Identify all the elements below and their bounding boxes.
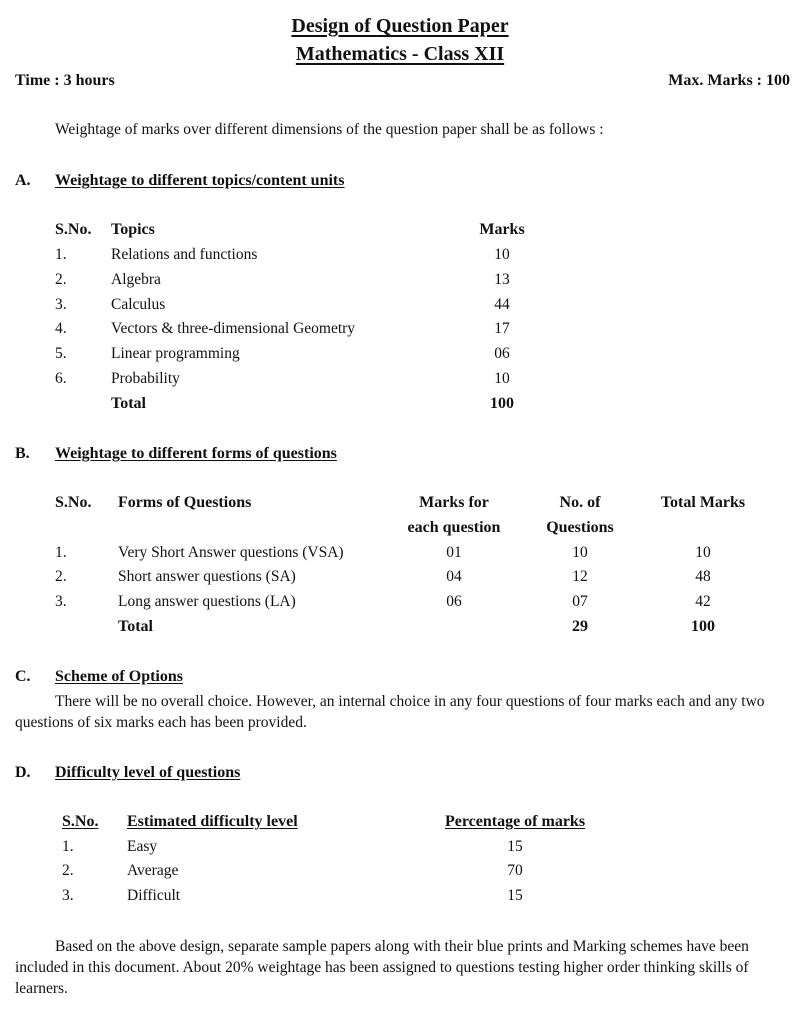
table-b-header-num-1: No. of bbox=[559, 494, 601, 511]
table-b-total-label: Total bbox=[118, 618, 153, 635]
section-b-heading: Weightage to different forms of questions bbox=[55, 445, 337, 462]
table-b-header-marks-each-1: Marks for bbox=[419, 494, 489, 511]
table-a-total-marks: 100 bbox=[490, 395, 514, 412]
table-b-row-form: Very Short Answer questions (VSA) bbox=[118, 544, 344, 561]
table-a-row-topic: Algebra bbox=[111, 271, 161, 288]
table-b-row-sno: 3. bbox=[55, 593, 67, 610]
table-b-total-count: 29 bbox=[572, 618, 588, 635]
table-a-row-marks: 17 bbox=[494, 320, 510, 337]
table-b-header-marks-each-2: each question bbox=[407, 519, 501, 536]
page-title: Design of Question Paper bbox=[291, 15, 509, 37]
table-b-row-total: 42 bbox=[695, 593, 711, 610]
section-d-letter: D. bbox=[15, 764, 31, 781]
section-c-heading: Scheme of Options bbox=[55, 668, 183, 685]
section-c-text-line2: questions of six marks each has been provided. bbox=[15, 714, 307, 731]
table-a-row-sno: 6. bbox=[55, 370, 67, 387]
section-a-letter: A. bbox=[15, 172, 31, 189]
table-a-header-marks: Marks bbox=[479, 221, 525, 238]
section-c-text-line1: There will be no overall choice. However, an internal choice in any four questions of four marks each and any two bbox=[55, 693, 765, 710]
table-a-row-sno: 5. bbox=[55, 345, 67, 362]
table-a-row-topic: Linear programming bbox=[111, 345, 240, 362]
footer-text-line1: Based on the above design, separate sample papers along with their blue prints and Marking schemes have been bbox=[55, 938, 749, 955]
table-a-row-topic: Probability bbox=[111, 370, 180, 387]
page-subtitle: Mathematics - Class XII bbox=[295, 43, 505, 65]
table-a-row-sno: 1. bbox=[55, 246, 67, 263]
table-d-row-level: Difficult bbox=[127, 887, 181, 904]
table-b-row-count: 10 bbox=[572, 544, 588, 561]
table-d-row-pct: 70 bbox=[507, 862, 523, 879]
footer-text-line3: learners. bbox=[15, 980, 68, 997]
section-a-heading: Weightage to different topics/content units bbox=[55, 172, 345, 189]
table-b-row-sno: 2. bbox=[55, 568, 67, 585]
max-marks-label: Max. Marks : 100 bbox=[668, 72, 790, 89]
table-b-row-count: 07 bbox=[572, 593, 588, 610]
table-a-row-topic: Relations and functions bbox=[111, 246, 258, 263]
table-d-row-sno: 1. bbox=[62, 838, 74, 855]
table-a-row-marks: 13 bbox=[494, 271, 510, 288]
table-a-header-topics: Topics bbox=[111, 221, 155, 238]
table-b-row-form: Short answer questions (SA) bbox=[118, 568, 296, 585]
table-d-header-pct: Percentage of marks bbox=[444, 813, 586, 830]
table-a-row-sno: 4. bbox=[55, 320, 67, 337]
time-label: Time : 3 hours bbox=[15, 72, 115, 89]
table-b-header-total: Total Marks bbox=[660, 494, 746, 511]
table-d-header-level: Estimated difficulty level bbox=[127, 813, 298, 830]
table-b-header-sno: S.No. bbox=[55, 494, 92, 511]
intro-text: Weightage of marks over different dimensions of the question paper shall be as follows : bbox=[55, 121, 604, 138]
table-b-row-total: 48 bbox=[695, 568, 711, 585]
table-d-header-sno: S.No. bbox=[62, 813, 99, 830]
table-b-row-sno: 1. bbox=[55, 544, 67, 561]
footer-text-line2: included in this document. About 20% weightage has been assigned to questions testing higher order thinking skills of bbox=[15, 959, 749, 976]
table-a-row-sno: 3. bbox=[55, 296, 67, 313]
table-b-row-each: 06 bbox=[446, 593, 462, 610]
table-d-row-level: Easy bbox=[127, 838, 158, 855]
table-a-row-sno: 2. bbox=[55, 271, 67, 288]
table-a-total-label: Total bbox=[111, 395, 146, 412]
table-a-row-topic: Vectors & three-dimensional Geometry bbox=[111, 320, 356, 337]
table-b-header-num-2: Questions bbox=[546, 519, 614, 536]
table-b-row-each: 01 bbox=[446, 544, 462, 561]
table-b-row-count: 12 bbox=[572, 568, 588, 585]
table-d-row-sno: 2. bbox=[62, 862, 74, 879]
section-d-heading: Difficulty level of questions bbox=[55, 764, 241, 781]
table-d-row-pct: 15 bbox=[507, 838, 523, 855]
table-a-row-marks: 44 bbox=[494, 296, 510, 313]
table-a-row-marks: 10 bbox=[494, 370, 510, 387]
table-b-row-form: Long answer questions (LA) bbox=[118, 593, 296, 610]
table-a-header-sno: S.No. bbox=[55, 221, 92, 238]
table-b-total-marks: 100 bbox=[691, 618, 715, 635]
table-d-row-level: Average bbox=[127, 862, 179, 879]
table-d-row-pct: 15 bbox=[507, 887, 523, 904]
table-b-row-each: 04 bbox=[446, 568, 462, 585]
table-b-row-total: 10 bbox=[695, 544, 711, 561]
table-b-header-forms: Forms of Questions bbox=[118, 494, 252, 511]
table-d-row-sno: 3. bbox=[62, 887, 74, 904]
section-b-letter: B. bbox=[15, 445, 30, 462]
table-a-row-marks: 06 bbox=[494, 345, 510, 362]
table-a-row-topic: Calculus bbox=[111, 296, 166, 313]
table-a-row-marks: 10 bbox=[494, 246, 510, 263]
section-c-letter: C. bbox=[15, 668, 31, 685]
